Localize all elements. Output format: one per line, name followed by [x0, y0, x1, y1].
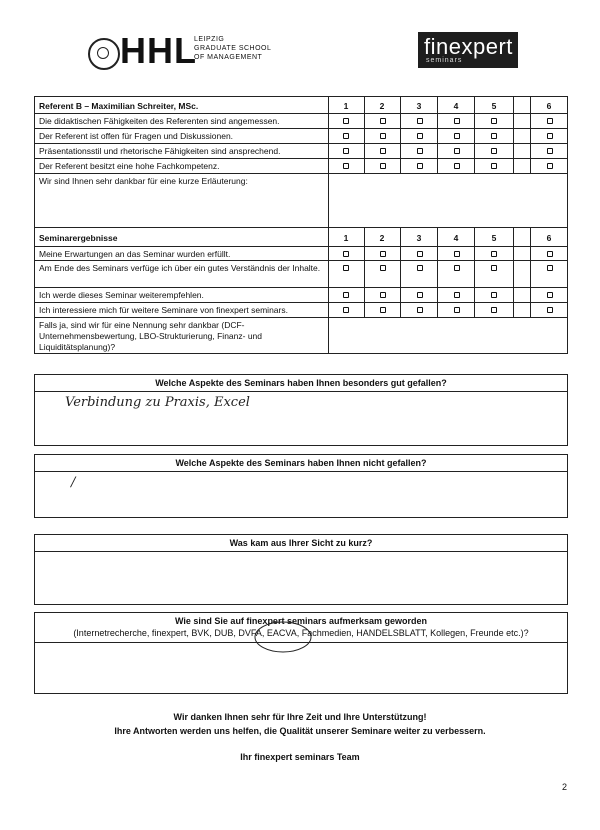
column-divider — [474, 97, 475, 174]
good-aspects-handwritten-answer: Verbindung zu Praxis, Excel — [65, 395, 250, 410]
scale-label: 5 — [491, 233, 497, 243]
rating-checkbox[interactable] — [454, 118, 460, 124]
scale-label: 6 — [546, 233, 552, 243]
bad-aspects-box[interactable] — [34, 454, 568, 518]
good-aspects-box[interactable] — [34, 374, 568, 446]
comment-prompt: Falls ja, sind wir für eine Nennung sehr dankbar (DCF-Unternehmensbewertung, LBO-Strukturierung, Finanz- und Liquiditätsplanung)? — [39, 320, 263, 352]
rating-checkbox[interactable] — [547, 307, 553, 313]
rating-checkbox[interactable] — [343, 265, 349, 271]
finexpert-logo-sub: seminars — [426, 57, 463, 64]
rating-checkbox[interactable] — [547, 251, 553, 257]
source-box[interactable] — [34, 612, 568, 694]
rating-item: Ich werde dieses Seminar weiterempfehlen. — [39, 290, 204, 300]
table-row — [35, 159, 567, 174]
rating-checkbox[interactable] — [417, 163, 423, 169]
rating-checkbox[interactable] — [491, 307, 497, 313]
rating-checkbox[interactable] — [491, 133, 497, 139]
column-divider — [513, 97, 514, 174]
source-question: Wie sind Sie auf finexpert seminars aufmerksam geworden — [175, 616, 427, 626]
scale-label: 2 — [379, 233, 385, 243]
rating-checkbox[interactable] — [343, 292, 349, 298]
rating-checkbox[interactable] — [454, 148, 460, 154]
comment-row[interactable] — [35, 174, 567, 228]
hhl-line-2: GRADUATE SCHOOL — [194, 45, 272, 52]
rating-checkbox[interactable] — [491, 251, 497, 257]
good-aspects-question: Welche Aspekte des Seminars haben Ihnen besonders gut gefallen? — [35, 375, 567, 392]
table-row — [35, 288, 567, 303]
rating-checkbox[interactable] — [454, 163, 460, 169]
thanks-line: Wir danken Ihnen sehr für Ihre Zeit und Ihre Unterstützung! — [173, 712, 427, 722]
section2-title: Seminarergebnisse — [39, 233, 118, 243]
rating-checkbox[interactable] — [343, 133, 349, 139]
scale-label: 2 — [379, 101, 385, 111]
rating-checkbox[interactable] — [380, 148, 386, 154]
rating-checkbox[interactable] — [417, 251, 423, 257]
rating-checkbox[interactable] — [343, 148, 349, 154]
table-row — [35, 144, 567, 159]
hhl-seal-logo — [88, 38, 120, 70]
column-divider — [474, 228, 475, 318]
purpose-line: Ihre Antworten werden uns helfen, die Qualität unserer Seminare weiter zu verbessern. — [114, 726, 486, 736]
too-short-question: Was kam aus Ihrer Sicht zu kurz? — [35, 535, 567, 552]
rating-checkbox[interactable] — [380, 265, 386, 271]
source-options: (Internetrecherche, finexpert, BVK, DUB, DVFA, EACVA, Fachmedien, HANDELSBLATT, Kollegen, Freunde etc.)? — [73, 628, 529, 638]
rating-item: Der Referent besitzt eine hohe Fachkompetenz. — [39, 161, 220, 171]
scale-label: 3 — [416, 101, 422, 111]
rating-checkbox[interactable] — [343, 118, 349, 124]
rating-checkbox[interactable] — [417, 265, 423, 271]
rating-checkbox[interactable] — [380, 292, 386, 298]
rating-checkbox[interactable] — [380, 251, 386, 257]
scale-label: 6 — [546, 101, 552, 111]
rating-checkbox[interactable] — [491, 148, 497, 154]
rating-item: Die didaktischen Fähigkeiten des Referenten sind angemessen. — [39, 116, 280, 126]
comment-row[interactable] — [35, 318, 567, 354]
table-row — [35, 261, 567, 288]
rating-item: Der Referent ist offen für Fragen und Diskussionen. — [39, 131, 234, 141]
scale-label: 3 — [416, 233, 422, 243]
section1-title: Referent B – Maximilian Schreiter, MSc. — [39, 101, 199, 111]
finexpert-logo — [418, 32, 518, 68]
hhl-school-name — [194, 35, 271, 62]
page-number: 2 — [562, 782, 568, 792]
rating-checkbox[interactable] — [547, 118, 553, 124]
too-short-box[interactable] — [34, 534, 568, 605]
comment-prompt: Wir sind Ihnen sehr dankbar für eine kurze Erläuterung: — [39, 176, 248, 186]
rating-checkbox[interactable] — [547, 133, 553, 139]
rating-checkbox[interactable] — [343, 163, 349, 169]
rating-checkbox[interactable] — [417, 118, 423, 124]
rating-item: Am Ende des Seminars verfüge ich über ein gutes Verständnis der Inhalte. — [39, 263, 321, 273]
rating-checkbox[interactable] — [417, 307, 423, 313]
scale-label: 4 — [453, 233, 459, 243]
finexpert-logo-main: finexpert — [424, 34, 513, 59]
scale-label: 1 — [343, 101, 349, 111]
rating-checkbox[interactable] — [547, 148, 553, 154]
rating-checkbox[interactable] — [380, 307, 386, 313]
rating-checkbox[interactable] — [491, 118, 497, 124]
scale-label: 1 — [343, 233, 349, 243]
scale-label: 5 — [491, 101, 497, 111]
rating-checkbox[interactable] — [491, 163, 497, 169]
rating-checkbox[interactable] — [380, 118, 386, 124]
rating-checkbox[interactable] — [491, 265, 497, 271]
rating-item: Präsentationsstil und rhetorische Fähigkeiten sind ansprechend. — [39, 146, 281, 156]
rating-table — [34, 96, 568, 354]
rating-checkbox[interactable] — [454, 265, 460, 271]
rating-checkbox[interactable] — [343, 251, 349, 257]
rating-checkbox[interactable] — [454, 292, 460, 298]
bad-aspects-question: Welche Aspekte des Seminars haben Ihnen nicht gefallen? — [35, 455, 567, 472]
rating-checkbox[interactable] — [417, 292, 423, 298]
hhl-line-1: LEIPZIG — [194, 36, 225, 43]
rating-checkbox[interactable] — [547, 265, 553, 271]
team-signoff: Ihr finexpert seminars Team — [240, 752, 360, 762]
table-row — [35, 129, 567, 144]
table-row — [35, 114, 567, 129]
column-divider — [328, 97, 329, 353]
scale-label: 4 — [453, 101, 459, 111]
rating-checkbox[interactable] — [454, 251, 460, 257]
rating-checkbox[interactable] — [547, 163, 553, 169]
rating-checkbox[interactable] — [343, 307, 349, 313]
rating-item: Meine Erwartungen an das Seminar wurden erfüllt. — [39, 249, 231, 259]
bad-aspects-handwritten-answer: / — [71, 475, 76, 490]
rating-checkbox[interactable] — [380, 133, 386, 139]
rating-checkbox[interactable] — [417, 133, 423, 139]
rating-checkbox[interactable] — [491, 292, 497, 298]
circle-mark-annotation — [253, 619, 313, 655]
table-row — [35, 247, 567, 261]
column-divider — [513, 228, 514, 318]
rating-checkbox[interactable] — [454, 133, 460, 139]
hhl-wordmark: HHL — [120, 30, 197, 71]
rating-checkbox[interactable] — [454, 307, 460, 313]
rating-item: Ich interessiere mich für weitere Seminare von finexpert seminars. — [39, 305, 288, 315]
rating-checkbox[interactable] — [380, 163, 386, 169]
rating-checkbox[interactable] — [417, 148, 423, 154]
table-row — [35, 303, 567, 318]
hhl-line-3: OF MANAGEMENT — [194, 54, 263, 61]
rating-checkbox[interactable] — [547, 292, 553, 298]
